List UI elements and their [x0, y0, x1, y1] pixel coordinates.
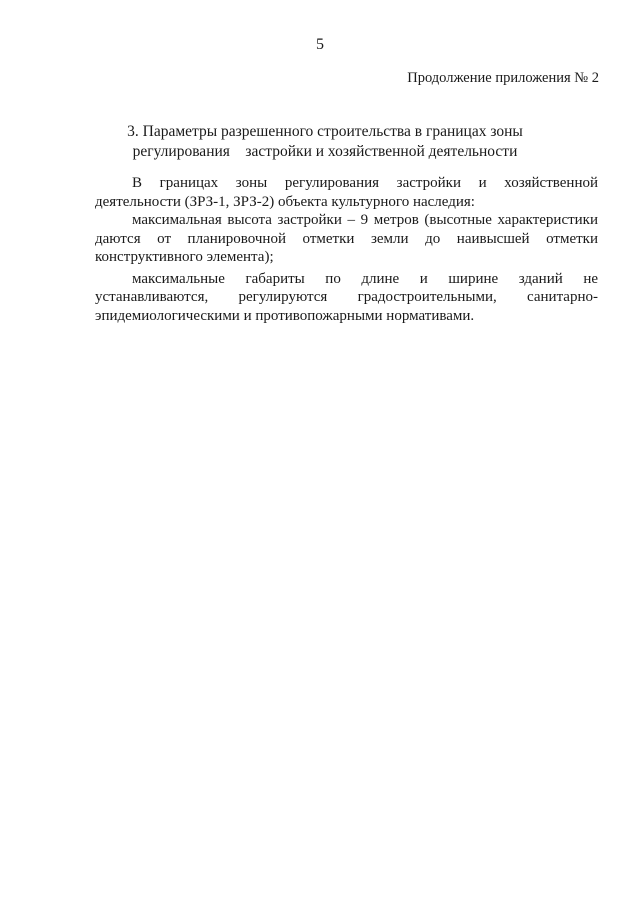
paragraph-max-height: [95, 211, 598, 267]
paragraph-zone-intro: [95, 174, 598, 211]
paragraph-line: эпидемиологическими и противопожарными нормативами.: [95, 307, 475, 324]
paragraph-line: максимальная высота застройки – 9 метров (высотные характеристики: [132, 212, 598, 228]
paragraph-line: деятельности (ЗРЗ-1, ЗРЗ-2) объекта культурного наследия:: [95, 193, 475, 210]
paragraph-line: даются от планировочной отметки земли до наивысшей отметки: [95, 230, 598, 247]
document-body: [95, 174, 598, 325]
paragraph-max-dimensions: [95, 270, 598, 326]
paragraph-line: конструктивного элемента);: [95, 249, 274, 265]
section-title-line-2: регулирования застройки и хозяйственной деятельности: [132, 143, 518, 160]
paragraph-line: максимальные габариты по длине и ширине зданий не: [132, 270, 598, 287]
continuation-note: Продолжение приложения № 2: [407, 70, 599, 86]
section-title: [90, 122, 560, 162]
paragraph-line: В границах зоны регулирования застройки и хозяйственной: [132, 175, 598, 191]
section-title-line-1: 3. Параметры разрешенного строительства в границах зоны: [127, 123, 523, 140]
paragraph-line: устанавливаются, регулируются градостроительными, санитарно-: [95, 289, 598, 305]
page-number: 5: [316, 36, 324, 53]
